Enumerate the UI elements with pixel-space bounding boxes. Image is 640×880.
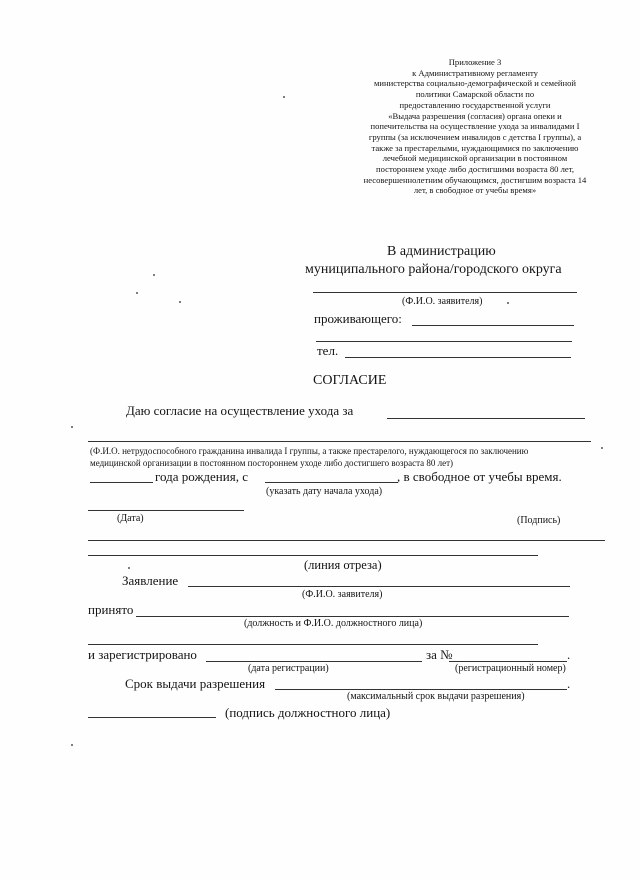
appendix-line: постороннем уходе либо достигшими возраста 80 лет, [376, 164, 574, 175]
care-start-caption: (указать дату начала ухода) [266, 486, 383, 497]
registration-date-field[interactable] [206, 661, 422, 662]
appendix-line: группы (за исключением инвалидов с детства I группы), а [368, 131, 582, 142]
cared-person-note-2: медицинской организации в постоянном постороннем уходе либо достигшего возраста 80 лет) [90, 458, 454, 468]
statement-label: Заявление [122, 573, 179, 588]
registration-number-label: за № [426, 647, 453, 662]
registration-number-field[interactable] [449, 661, 567, 662]
official-signature-caption: (подпись должностного лица) [225, 705, 391, 720]
cut-line-secondary [88, 555, 538, 556]
birth-year-field[interactable] [90, 482, 153, 483]
official-field-continued[interactable] [88, 644, 538, 645]
registered-label: и зарегистрировано [88, 647, 197, 662]
official-signature-field[interactable] [88, 717, 216, 718]
signature-caption: (Подпись) [517, 515, 561, 526]
cared-person-note-1: (Ф.И.О. нетрудоспособного гражданина инвалида I группы, а также престарелого, нуждающегося по заключению [90, 446, 529, 456]
permit-term-period: . [567, 676, 571, 691]
appendix-line: предоставлению государственной услуги [399, 99, 551, 110]
free-time-text: , в свободное от учебы время. [397, 469, 562, 484]
statement-applicant-caption: (Ф.И.О. заявителя) [302, 589, 383, 600]
appendix-line: лет, в свободное от учебы время» [413, 185, 537, 196]
appendix-line: лечебной медицинской организации в постоянном [382, 153, 568, 164]
addressee-line-2: муниципального района/городского округа [305, 262, 562, 277]
registration-number-caption: (регистрационный номер) [455, 663, 566, 674]
phone-label: тел. [317, 343, 339, 358]
appendix-line: несовершеннолетним обучающимся, достигшим возраста 14 [363, 174, 587, 185]
cared-person-field-continued[interactable] [88, 441, 591, 442]
scan-speck [128, 567, 130, 569]
official-field[interactable] [136, 616, 569, 617]
care-start-date-field[interactable] [265, 482, 398, 483]
scan-speck [71, 426, 73, 428]
scan-speck [153, 274, 155, 276]
residing-label: проживающего: [314, 311, 402, 326]
scan-speck [136, 292, 138, 294]
appendix-line: «Выдача разрешения (согласия) органа опеки и [388, 110, 562, 121]
consent-text: Даю согласие на осуществление ухода за [126, 403, 354, 418]
appendix-line: попечительства на осуществление ухода за инвалидами I [370, 121, 580, 132]
address-field-continued[interactable] [316, 341, 572, 342]
permit-term-label: Срок выдачи разрешения [125, 676, 266, 691]
cared-person-field[interactable] [387, 418, 585, 419]
appendix-line: Приложение 3 [448, 57, 502, 67]
birth-year-label: года рождения, с [155, 469, 248, 484]
appendix-line: политики Самарской области по [415, 89, 535, 100]
appendix-line: к Административному регламенту [412, 67, 538, 78]
registration-period: . [567, 647, 571, 662]
appendix-line: также за престарелыми, нуждающимися по заключению [371, 142, 579, 153]
accepted-label: принято [88, 602, 134, 617]
scan-speck [283, 96, 285, 98]
cut-line-caption: (линия отреза) [304, 558, 382, 572]
cut-line [88, 540, 605, 541]
permit-term-field[interactable] [275, 689, 567, 690]
appendix-line: министерства социально-демографической и семейной [373, 78, 577, 89]
scan-speck [507, 302, 509, 304]
document-title: СОГЛАСИЕ [313, 373, 387, 388]
addressee-line-1: В администрацию [387, 244, 496, 259]
official-caption: (должность и Ф.И.О. должностного лица) [244, 618, 423, 629]
address-field[interactable] [412, 325, 574, 326]
registration-date-caption: (дата регистрации) [248, 663, 329, 674]
phone-field[interactable] [345, 357, 571, 358]
appendix-header [340, 57, 610, 196]
date-caption: (Дата) [117, 513, 144, 524]
statement-applicant-field[interactable] [188, 586, 570, 587]
date-field[interactable] [88, 510, 244, 511]
scan-speck [179, 301, 181, 303]
applicant-name-field[interactable] [313, 292, 577, 293]
permit-term-caption: (максимальный срок выдачи разрешения) [347, 691, 525, 702]
applicant-name-caption: (Ф.И.О. заявителя) [402, 296, 483, 307]
scan-speck [601, 447, 603, 449]
scan-speck [71, 744, 73, 746]
